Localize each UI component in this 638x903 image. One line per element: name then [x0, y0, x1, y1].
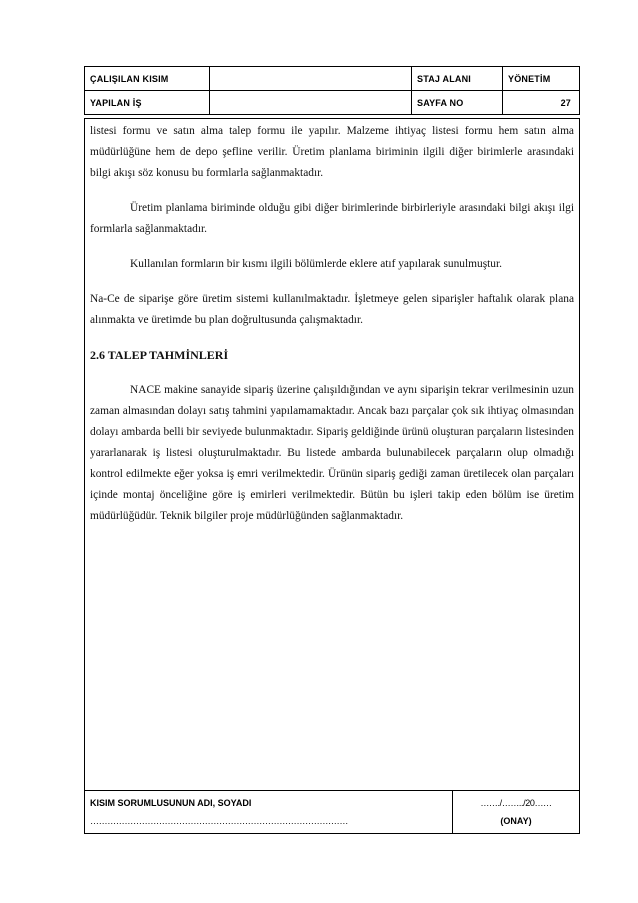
section-label: ÇALIŞILAN KISIM	[85, 67, 210, 91]
paragraph-forecast: NACE makine sanayide sipariş üzerine çalışıldığından ve aynı siparişin tekrar verilmesinin uzun zaman almasından dolayı satış tahmini yapılamamaktadır. Ancak bazı parçalar çok sık ihtiyaç olmasından dolayı ambarda belli bir seviyede bulunmaktadır. Sipariş geldiğinde ürünü oluşturan parçaların listesinden yararlanarak iş listesi oluşturulmaktadır. Bu listede ambarda bulunabilecek parçaların olup olmadığı kontrol edilmekte eğer yoksa iş emri verilmektedir. Ürünün sipariş gediği zaman üretilecek olan parçaları içinde montaj önceliğine göre iş emirleri verilmektedir. Bütün bu işleri takip eden bölüm ise üretim müdürlüğüdür. Teknik bilgiler proje müdürlüğünden sağlanmaktadır.	[90, 384, 574, 522]
supervisor-cell	[85, 791, 453, 834]
approval-date: ……./……../20……	[480, 798, 552, 808]
paragraph-info-flow: Üretim planlama biriminde olduğu gibi diğer birimlerinde birbirleriyle arasındaki bilgi akışı ilgi formlarla sağlanmaktadır.	[90, 202, 574, 235]
header-row-work	[85, 91, 580, 115]
supervisor-label: KISIM SORUMLUSUNUN ADI, SOYADI	[90, 798, 252, 808]
paragraph-forms: listesi formu ve satın alma talep formu ile yapılır. Malzeme ihtiyaç listesi formu hem satın alma müdürlüğüne hem de depo şefline verilir. Üretim planlama biriminin ilgili diğer birimlerle arasındaki bilgi akışı söz konusu bu formlarla sağlanmaktadır.	[90, 125, 574, 179]
page-number-label: SAYFA NO	[412, 91, 503, 115]
section-value	[210, 67, 412, 91]
approval-label: (ONAY)	[500, 816, 532, 826]
approval-cell	[453, 791, 580, 834]
supervisor-name-line: ………………………………………………………………………………	[90, 816, 349, 826]
footer-row	[85, 791, 580, 834]
paragraph-orders: Na-Ce de siparişe göre üretim sistemi kullanılmaktadır. İşletmeye gelen siparişler haftalık olarak plana alınmakta ve üretimde bu plan doğrultusunda çalışmaktadır.	[90, 293, 574, 326]
body-frame	[84, 118, 580, 791]
header-table	[84, 66, 580, 115]
work-done-value	[210, 91, 412, 115]
body-content	[90, 121, 574, 527]
paragraph-appendix: Kullanılan formların bir kısmı ilgili bölümlerde eklere atıf yapılarak sunulmuştur.	[130, 258, 503, 270]
section-heading: 2.6 TALEP TAHMİNLERİ	[90, 348, 229, 362]
page-number-value: 27	[503, 91, 580, 115]
work-done-label: YAPILAN İŞ	[85, 91, 210, 115]
internship-area-label: STAJ ALANI	[412, 67, 503, 91]
footer-table	[84, 790, 580, 834]
header-row-section	[85, 67, 580, 91]
internship-area-value: YÖNETİM	[503, 67, 580, 91]
